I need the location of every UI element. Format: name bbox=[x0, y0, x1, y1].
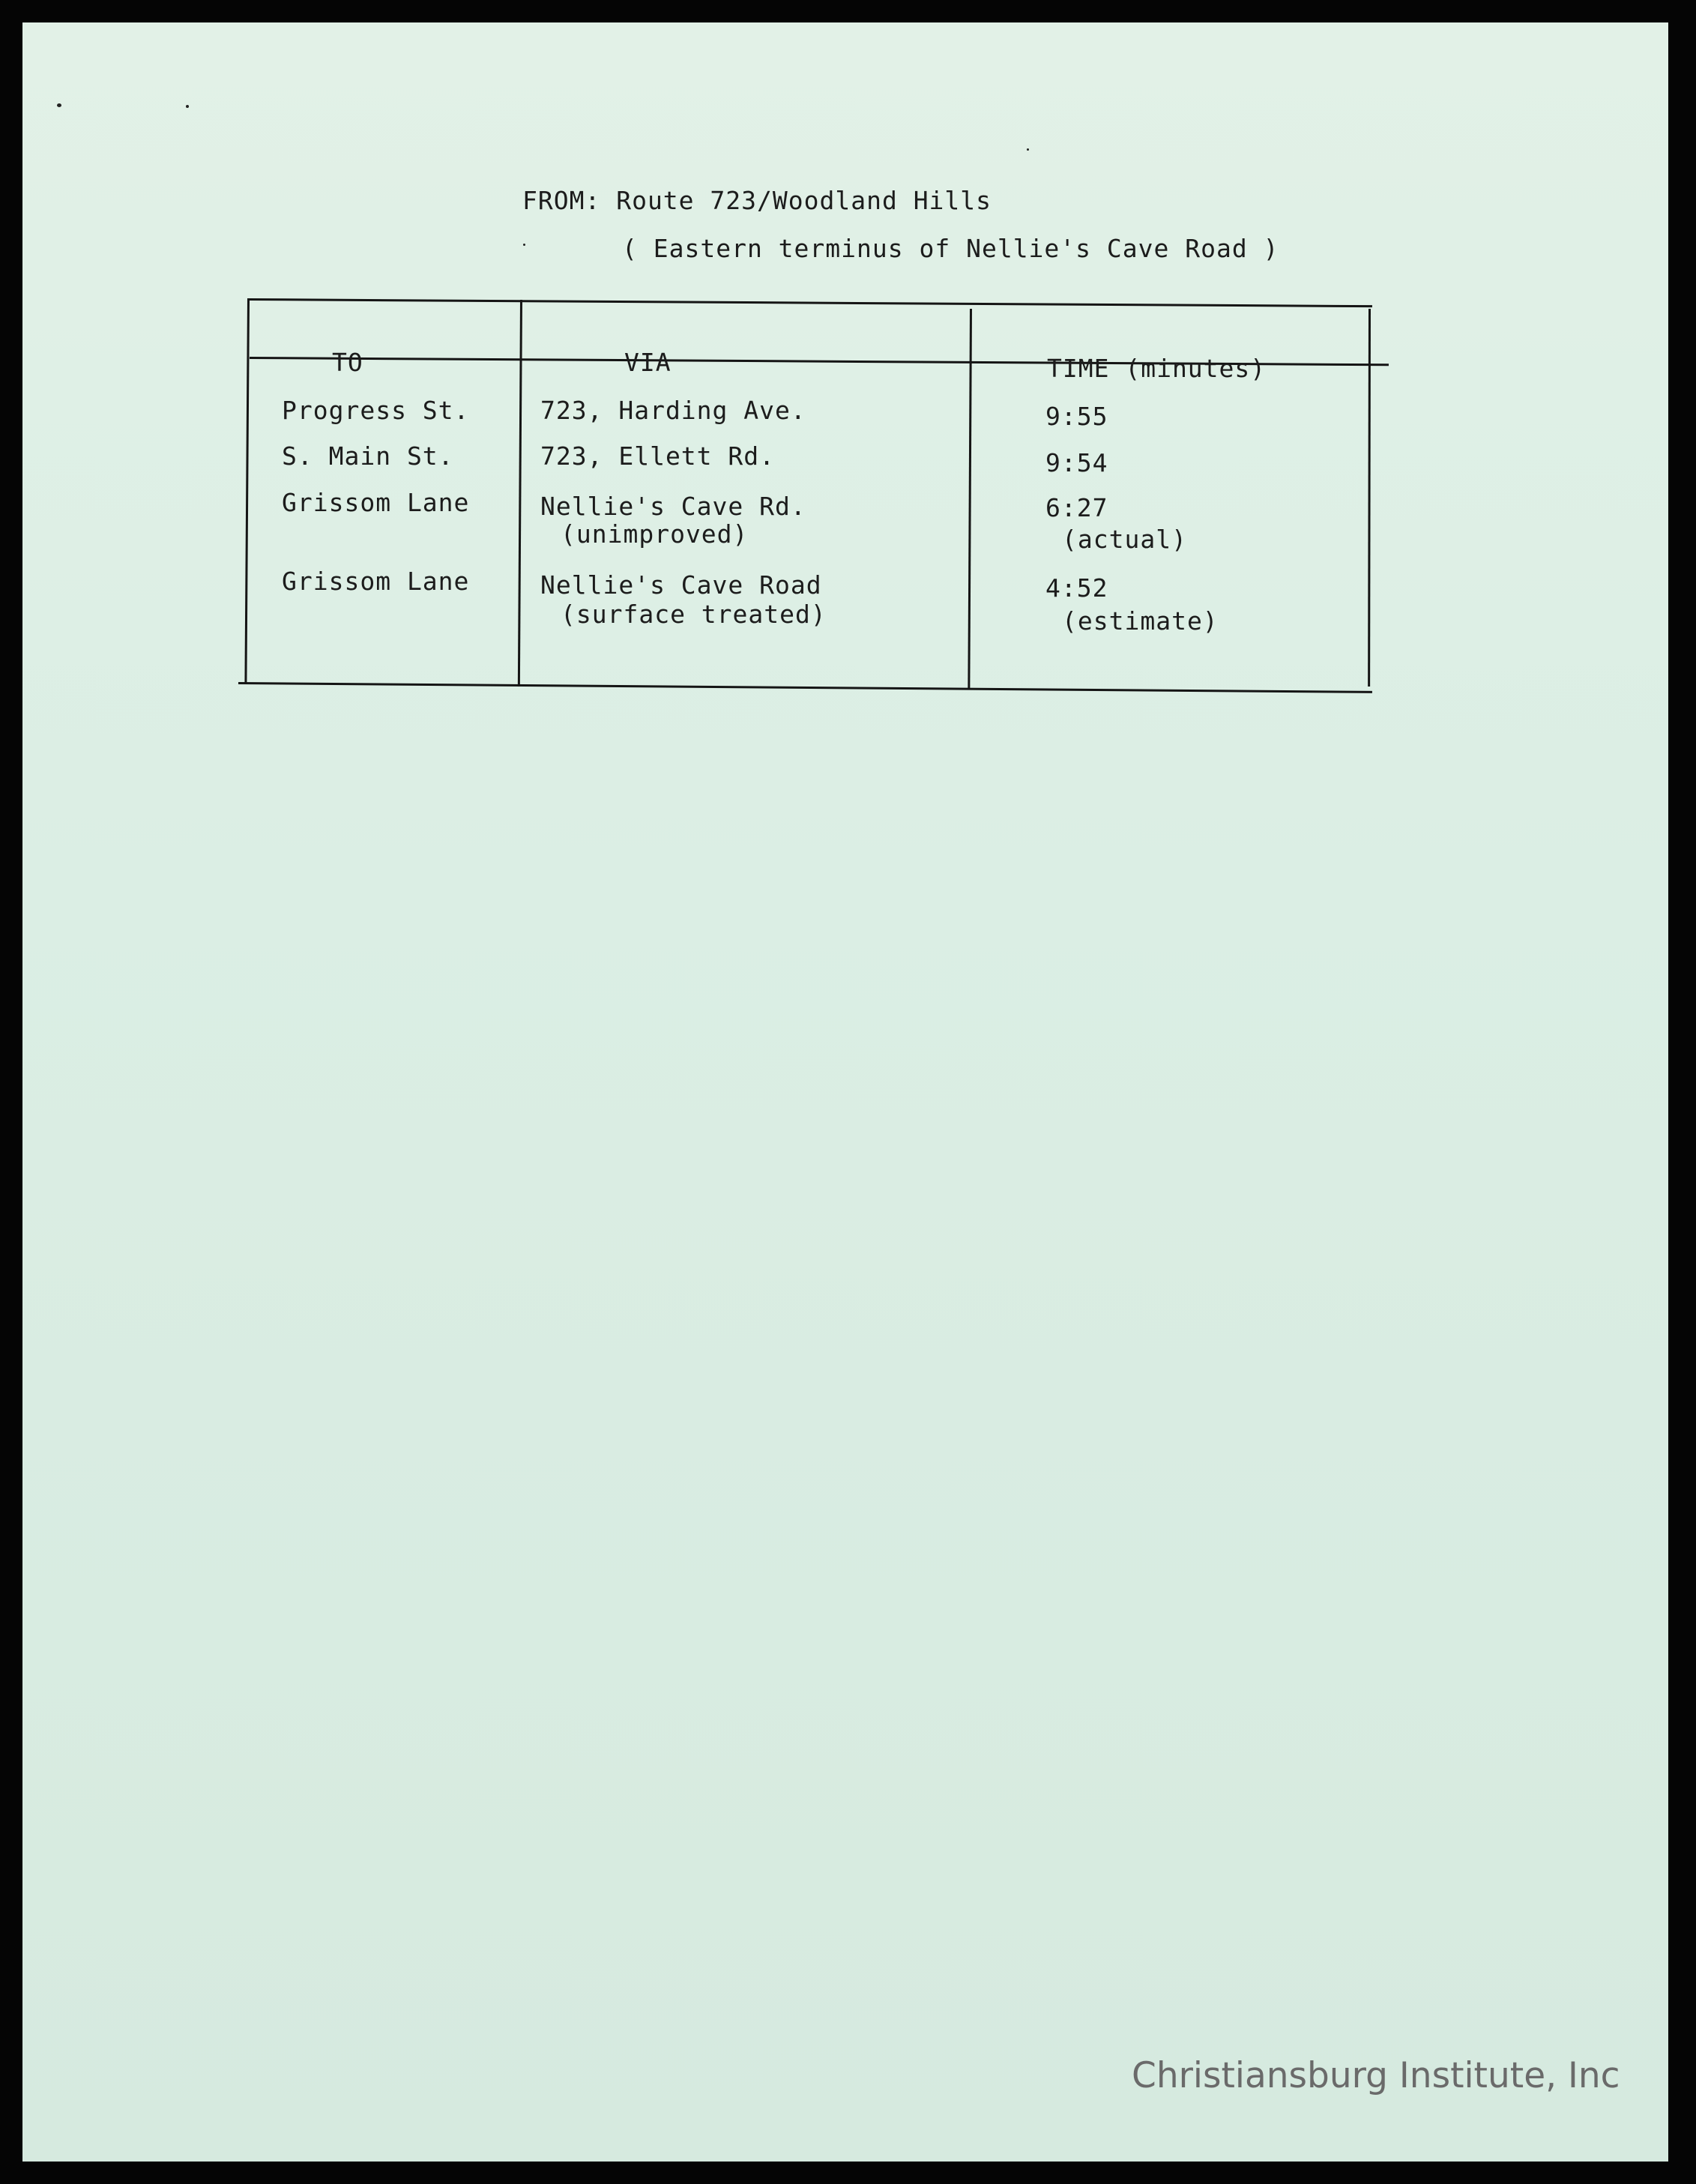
table-rule-right bbox=[1368, 309, 1371, 687]
row-4-via: Nellie's Cave Road bbox=[540, 570, 822, 600]
row-3-time-note: (actual) bbox=[1062, 525, 1187, 554]
row-2-time: 9:54 bbox=[1045, 448, 1108, 477]
column-header-time: TIME (minutes) bbox=[1047, 354, 1267, 383]
column-header-to: TO bbox=[332, 348, 363, 377]
row-2-to: S. Main St. bbox=[282, 441, 454, 471]
row-4-time: 4:52 bbox=[1045, 573, 1108, 603]
row-3-to: Grissom Lane bbox=[282, 488, 470, 517]
row-2-via: 723, Ellett Rd. bbox=[540, 441, 776, 471]
paper-speck bbox=[57, 103, 61, 107]
paper-speck bbox=[523, 244, 525, 246]
table-rule-bottom bbox=[238, 682, 1372, 693]
row-1-time: 9:55 bbox=[1045, 402, 1108, 431]
from-heading: FROM: Route 723/Woodland Hills bbox=[522, 186, 992, 215]
row-3-via: Nellie's Cave Rd. bbox=[540, 492, 806, 521]
table-rule-left bbox=[244, 298, 250, 684]
column-header-via: VIA bbox=[624, 348, 672, 377]
paper-speck bbox=[1027, 148, 1029, 151]
paper-sheet bbox=[22, 22, 1668, 2162]
row-4-to: Grissom Lane bbox=[282, 567, 470, 596]
archive-watermark: Christiansburg Institute, Inc bbox=[1132, 2055, 1620, 2096]
row-3-via-note: (unimproved) bbox=[561, 519, 749, 549]
row-4-time-note: (estimate) bbox=[1062, 606, 1219, 636]
table-rule-top bbox=[250, 298, 1372, 307]
from-subtitle: ( Eastern terminus of Nellie's Cave Road ) bbox=[622, 234, 1279, 263]
row-1-to: Progress St. bbox=[282, 396, 470, 425]
table-rule-divider-2 bbox=[968, 309, 972, 690]
row-1-via: 723, Harding Ave. bbox=[540, 396, 806, 425]
row-4-via-note: (surface treated) bbox=[561, 600, 827, 629]
paper-speck bbox=[186, 105, 189, 108]
route-times-table bbox=[225, 298, 1371, 687]
row-3-time: 6:27 bbox=[1045, 493, 1108, 522]
